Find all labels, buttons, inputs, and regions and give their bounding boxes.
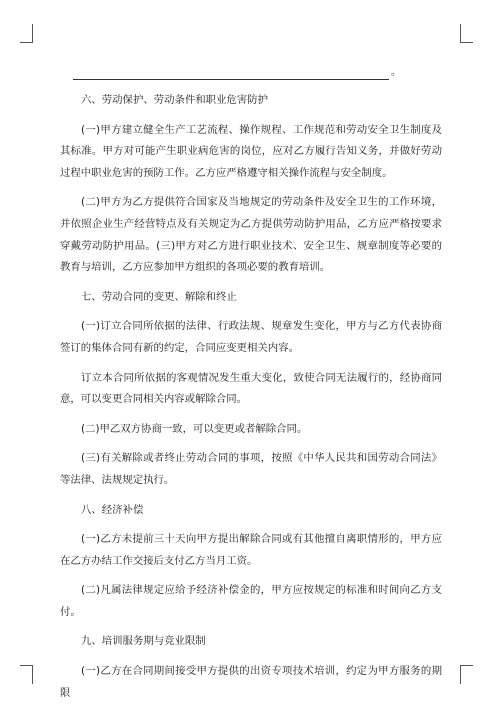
clause-6-1: (一)甲方建立健全生产工艺流程、操作规程、工作规范和劳动安全卫生制度及其标准。甲方对可能产生职业病危害的岗位，应对乙方履行告知义务，并做好劳动过程中职业危害的预防工作。乙方应严格遵守相关操作流程与安全制度。: [60, 123, 442, 179]
clause-7-1-cont: 订立本合同所依据的客观情况发生重大变化，致使合同无法履行的，经协商同意，可以变更合同相关内容或解除合同。: [60, 371, 442, 406]
clause-8-2: (二)凡属法律规定应给予经济补偿金的，甲方应按规定的标准和时间向乙方支付。: [60, 584, 442, 618]
section-heading-9: 九、培训服务期与竞业限制: [81, 635, 206, 648]
clause-6-2: (二)甲方为乙方提供符合国家及当地规定的劳动条件及安全卫生的工作环境，并依照企业生产经营特点及有关规定为乙方提供劳动防护用品，乙方应严格按要求穿戴劳动防护用品。(三)甲方对乙方进行职业技术、安全卫生、规章制度等必要的教育与培训，乙方应参加甲方组织的各项必要的教育培训。: [60, 196, 442, 274]
crop-mark-top-right: [460, 24, 473, 43]
clause-8-1: (一)乙方未提前三十天向甲方提出解除合同或有其他擅自离职情形的，甲方应在乙方办结工作交接后支付乙方当月工资。: [60, 533, 442, 567]
document-page: [60, 68, 442, 704]
fill-in-blank-line: [60, 68, 442, 82]
crop-mark-bottom-left: [20, 665, 33, 684]
clause-7-1: (一)订立合同所依据的法律、行政法规、规章发生变化，甲方与乙方代表协商签订的集体合同有新的约定，合同应变更相关内容。: [60, 320, 442, 354]
clause-9-1: (一)乙方在合同期间接受甲方提供的出资专项技术培训，约定为甲方服务的期限: [60, 665, 442, 699]
crop-mark-top-left: [20, 24, 33, 43]
section-heading-8: 八、经济补偿: [81, 503, 144, 516]
section-heading-7: 七、劳动合同的变更、解除和终止: [81, 290, 237, 303]
crop-mark-bottom-right: [460, 665, 473, 684]
clause-7-3: (三)有关解除或者终止劳动合同的事项，按照《中华人民共和国劳动合同法》等法律、法规规定执行。: [60, 452, 442, 486]
clause-7-2: (二)甲乙双方协商一致，可以变更或者解除合同。: [81, 422, 308, 435]
blank-underline: [73, 79, 389, 80]
section-heading-6: 六、劳动保护、劳动条件和职业危害防护: [81, 94, 269, 106]
blank-end-punctuation: 。: [391, 67, 401, 78]
